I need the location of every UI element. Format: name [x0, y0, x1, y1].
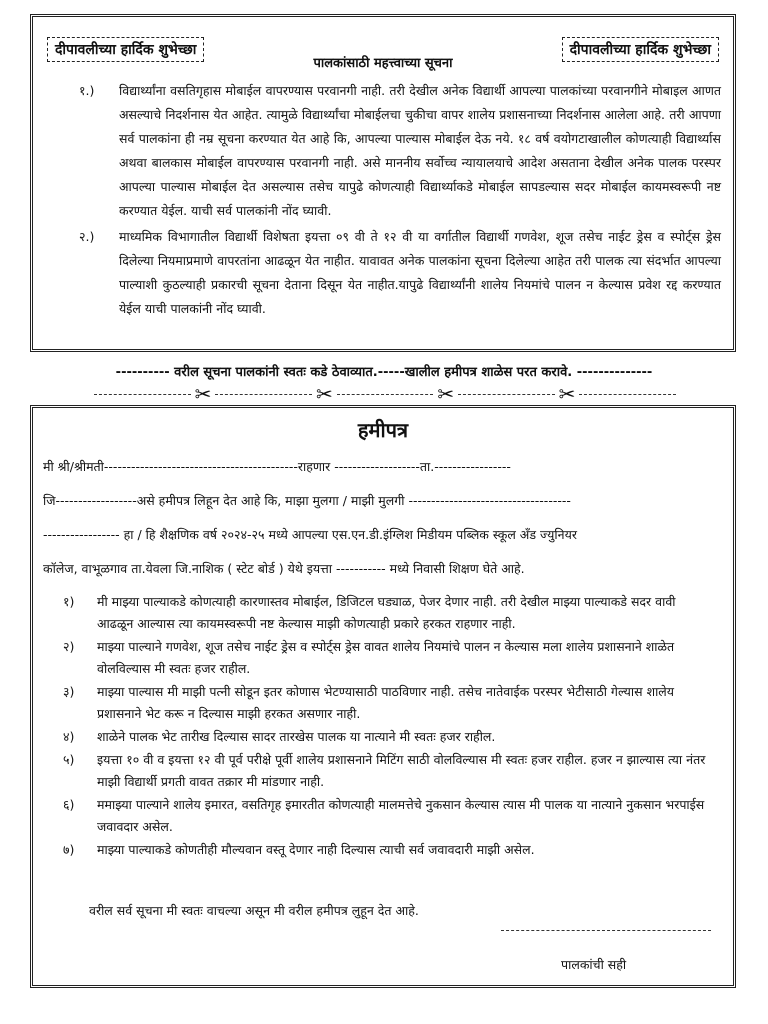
undertaking-number: २) — [63, 639, 75, 654]
notice-item-number: २.) — [79, 229, 95, 244]
cut-line — [90, 384, 680, 404]
scissors-icon: ✂ — [194, 382, 212, 406]
cut-dash — [337, 394, 434, 395]
cut-instruction: ---------- वरील सूचना पालकांनी स्वतः कडे ठेवाव्यात.-----खालील हमीपत्र शाळेस परत करावे. -------------- — [115, 365, 653, 380]
notice-item-text: माध्यमिक विभागातील विद्यार्थी विशेषता इयत्ता ०९ वी ते १२ वी या वर्गातील विद्यार्थी गणवेश, शूज तसेच नाईट ड्रेस व स्पोर्ट्स ड्रेस दिलेल्या नियमाप्रमाणे वापरतांना आढळून येत नाहीत. यावावत अनेक पालकांना सूचना दिलेल्या आहेत तरी पालक त्या संदर्भात आपल्या पाल्याशी कुठल्याही प्रकारची सूचना देताना दिसून येत नाहीत.यापुढे विद्यार्थ्यांनी शालेय नियमांचे पालन न केल्यास प्रवेश रद्द करण्यात येईल याची पालकांनी नोंद घ्यावी. — [119, 229, 721, 316]
undertaking-item — [63, 681, 711, 725]
undertaking-text: माझ्या पाल्याकडे कोणतीही मौल्यवान वस्तू देणार नाही दिल्यास त्याची सर्व जवावदारी माझी असेल. — [97, 842, 535, 857]
cut-dash — [94, 394, 191, 395]
greeting-right: दीपावलीच्या हार्दिक शुभेच्छा — [562, 37, 719, 62]
notice-title: पालकांसाठी महत्त्वाच्या सूचना — [313, 56, 453, 71]
hamipatra-title: हमीपत्र — [357, 418, 409, 442]
undertaking-text: शाळेने पालक भेट तारीख दिल्यास सादर तारखेस पालक या नात्याने मी स्वतः हजर राहील. — [97, 729, 496, 744]
undertaking-text: ममाझ्या पाल्याने शालेय इमारत, वसतिगृह इमारतीत कोणत्याही मालमत्तेचे नुकसान केल्यास त्यास मी पालक या नात्याने नुकसान भरपाईस जवावदार असेल. — [97, 797, 705, 834]
undertaking-number: १) — [63, 594, 75, 609]
notice-list — [79, 79, 721, 323]
undertaking-item — [63, 726, 711, 748]
scissors-icon: ✂ — [558, 382, 576, 406]
notice-box — [30, 14, 736, 352]
declaration-line-1: मी श्री/श्रीमती-------------------------------------------राहणार -------------------ता.----------------- — [43, 459, 511, 474]
notice-item-number: १.) — [79, 83, 95, 98]
undertaking-number: ६) — [63, 797, 75, 812]
undertaking-text: मी माझ्या पाल्याकडे कोणत्याही कारणास्तव मोबाईल, डिजिटल घड्याळ, पेजर देणार नाही. तरी देखील माझ्या पाल्याकडे सदर वावी आढळून आल्यास त्या कायमस्वरूपी नष्ट केल्यास माझी कोणत्याही प्रकारे हरकत राहणार नाही. — [97, 594, 676, 631]
scissors-icon: ✂ — [315, 382, 333, 406]
undertaking-text: इयत्ता १० वी व इयत्ता १२ वी पूर्व परीक्षे पूर्वी शालेय प्रशासनाने मिटिंग साठी वोलविल्यास मी स्वतः हजर राहील. हजर न झाल्यास त्या नंतर माझी विद्यार्थी प्रगती वावत तक्रार मी मांडणार नाही. — [97, 752, 706, 789]
scissors-icon: ✂ — [437, 382, 455, 406]
undertaking-item — [63, 749, 711, 793]
undertaking-text: माझ्या पाल्याने गणवेश, शूज तसेच नाईट ड्रेस व स्पोर्ट्स ड्रेस वावत शालेय नियमांचे पालन न केल्यास मला शालेय प्रशासनाने शाळेत वोलविल्यास मी स्वतः हजर राहील. — [97, 639, 675, 676]
undertaking-item — [63, 636, 711, 680]
notice-item — [79, 79, 721, 223]
undertaking-item — [63, 591, 711, 635]
signature-line — [501, 930, 711, 931]
undertaking-number: ४) — [63, 729, 75, 744]
declaration-line-3: ----------------- हा / हि शैक्षणिक वर्ष २०२४-२५ मध्ये आपल्या एस.एन.डी.इंग्लिश मिडीयम पब्लिक स्कूल अँड ज्युनियर — [43, 527, 577, 542]
signature-label: पालकांची सही — [561, 957, 627, 972]
declaration-line-4: कॉलेज, वाभूळगाव ता.येवला जि.नाशिक ( स्टेट बोर्ड ) येथे इयत्ता ----------- मध्ये निवासी शिक्षण घेते आहे. — [43, 561, 525, 576]
closing-statement: वरील सर्व सूचना मी स्वतः वाचल्या असून मी वरील हमीपत्र लुहून देत आहे. — [89, 903, 419, 918]
notice-item — [79, 225, 721, 321]
notice-item-text: विद्यार्थ्यांना वसतिगृहास मोबाईल वापरण्यास परवानगी नाही. तरी देखील अनेक विद्यार्थी आपल्या पालकांच्या परवानगीने मोबाइल आणत असल्याचे निदर्शनास येत आहेत. त्यामुळे विद्यार्थ्यांचा मोबाईलचा चुकीचा वापर शालेय प्रशासनाच्या निदर्शनास आलेला आहे. तरी आपणा सर्व पालकांना ही नम्र सूचना करण्यात येत आहे कि, आपल्या पाल्यास मोबाईल देऊ नये. १८ वर्ष वयोगटाखालील कोणत्याही विद्यार्थ्यास अथवा बालकास मोबाईल वापरण्यास परवानगी नाही. असे माननीय सर्वोच्च न्यायालयाचे आदेश असताना देखील अनेक पालक परस्पर आपल्या पाल्यास मोबाईल देत असल्यास तसेच यापुढे कोणत्याही विद्यार्थ्याकडे मोबाईल सापडल्यास सदर मोबाईल कायमस्वरूपी नष्ट करण्यात येईल. याची सर्व पालकांनी नोंद घ्यावी. — [119, 83, 721, 218]
undertaking-list — [63, 591, 711, 862]
cut-dash — [215, 394, 312, 395]
cut-dash — [458, 394, 555, 395]
undertaking-item — [63, 794, 711, 838]
undertaking-number: ३) — [63, 684, 75, 699]
undertaking-number: ७) — [63, 842, 75, 857]
declaration-line-2: जि------------------असे हमीपत्र लिहून देत आहे कि, माझा मुलगा / माझी मुलगी ------------------------------------ — [43, 493, 571, 508]
greeting-left: दीपावलीच्या हार्दिक शुभेच्छा — [47, 37, 204, 62]
hamipatra-box — [30, 405, 736, 988]
cut-dash — [579, 394, 676, 395]
undertaking-item — [63, 839, 711, 861]
undertaking-number: ५) — [63, 752, 75, 767]
undertaking-text: माझ्या पाल्यास मी माझी पत्नी सोडून इतर कोणास भेटण्यासाठी पाठविणार नाही. तसेच नातेवाईक परस्पर भेटीसाठी गेल्यास शालेय प्रशासनाने भेट करू न दिल्यास माझी हरकत असणार नाही. — [97, 684, 675, 721]
